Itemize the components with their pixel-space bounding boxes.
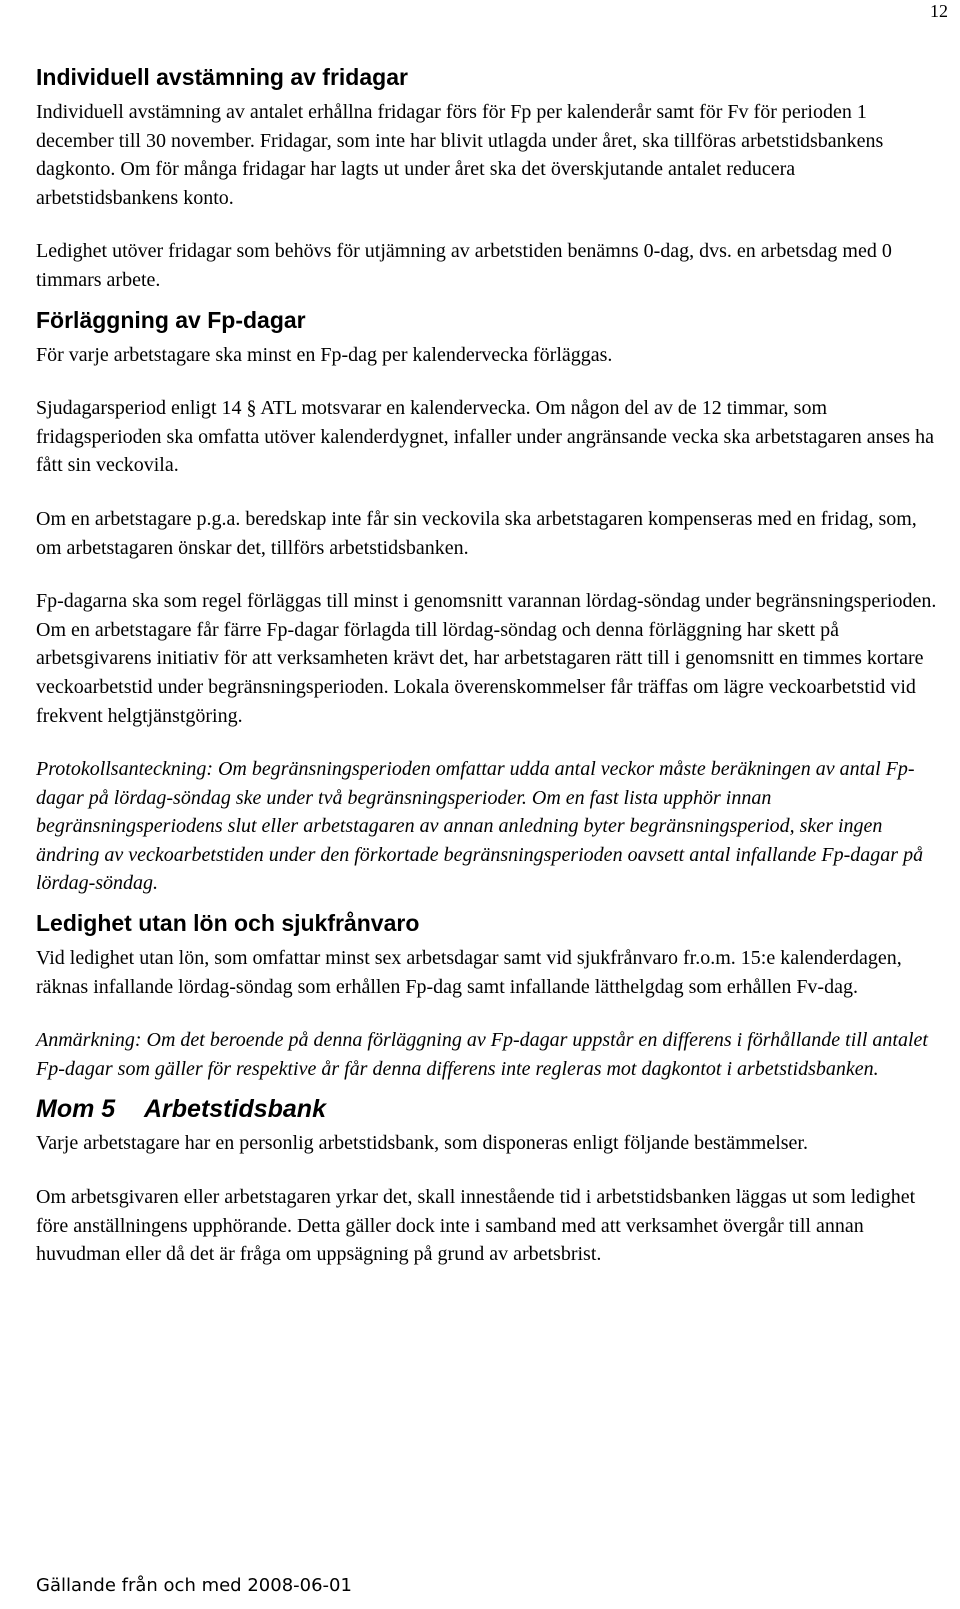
paragraph: Individuell avstämning av antalet erhållna fridagar förs för Fp per kalenderår samt för Fv för perioden 1 december till 30 november. Fridagar, som inte har blivit utlagda under året, ska tillföras arbetstidsbankens dagkonto. Om för många fridagar har lagts ut under året ska det överskjutande antalet reducera arbetstidsbankens konto.: [36, 101, 884, 209]
paragraph: Om en arbetstagare p.g.a. beredskap inte får sin veckovila ska arbetstagaren kompenseras med en fridag, som, om arbetstagaren önskar det, tillförs arbetstidsbanken.: [36, 507, 917, 559]
page-number: 12: [930, 1, 948, 21]
mom-label: Mom 5: [36, 1095, 116, 1124]
paragraph: Vid ledighet utan lön, som omfattar minst sex arbetsdagar samt vid sjukfrånvaro fr.o.m. 15:e kalenderdagen, räknas infallande lördag-söndag som erhållen Fp-dag samt infallande lätthelgdag som erhållen Fv-dag.: [36, 947, 902, 998]
paragraph: Varje arbetstagare har en personlig arbetstidsbank, som disponeras enligt följande bestämmelser.: [36, 1132, 808, 1155]
paragraph: För varje arbetstagare ska minst en Fp-dag per kalendervecka förläggas.: [36, 343, 613, 366]
paragraph: Fp-dagarna ska som regel förläggas till minst i genomsnitt varannan lördag-söndag under begränsningsperioden. Om en arbetstagare får färre Fp-dagar förlagda till lördag-söndag och denna förläggning har skett på arbetsgivarens initiativ för att verksamheten krävt det, har arbetstagaren rätt till i genomsnitt en timmes kortare veckoarbetstid under begränsningsperioden. Lokala överenskommelser får träffas om lägre veckoarbetstid vid frekvent helgtjänstgöring.: [36, 590, 937, 727]
paragraph: Om arbetsgivaren eller arbetstagaren yrkar det, skall innestående tid i arbetstidsbanken läggas ut som ledighet före anställningens upphörande. Detta gäller dock inte i samband med att verksamhet övergår till annan huvudman eller då det är fråga om uppsägning på grund av arbetsbrist.: [36, 1186, 916, 1266]
mom-title: Arbetstidsbank: [144, 1095, 326, 1124]
section-heading-forlaggning: Förläggning av Fp-dagar: [36, 306, 306, 333]
paragraph: Ledighet utöver fridagar som behövs för utjämning av arbetstiden benämns 0-dag, dvs. en arbetsdag med 0 timmars arbete.: [36, 240, 892, 291]
section-heading-ledighet: Ledighet utan lön och sjukfrånvaro: [36, 910, 420, 937]
document-body: [36, 62, 941, 1294]
mom-heading: [36, 1093, 941, 1125]
anmarkning: Anmärkning: Om det beroende på denna förläggning av Fp-dagar uppstår en differens i förhållande till antalet Fp-dagar som gäller för respektive år får denna differens inte regleras mot dagkontot i arbetstidsbanken.: [36, 1029, 928, 1080]
section-heading-avstamning: Individuell avstämning av fridagar: [36, 64, 408, 90]
footer-validity-date: Gällande från och med 2008-06-01: [36, 1575, 352, 1596]
protokollsanteckning: Protokollsanteckning: Om begränsningsperioden omfattar udda antal veckor måste beräkningen av antal Fp-dagar på lördag-söndag ske under två begränsningsperioder. Om en fast lista upphör innan begränsningsperiodens slut eller arbetstagaren av annan anledning byter begränsningsperiod, sker ingen ändring av veckoarbetstiden under den förkortade begränsningsperioden oavsett antal infallande Fp-dagar på lördag-söndag.: [36, 758, 924, 895]
paragraph: Sjudagarsperiod enligt 14 § ATL motsvarar en kalendervecka. Om någon del av de 12 timmar, som fridagsperioden ska omfatta utöver kalenderdygnet, infaller under angränsande vecka ska arbetstagaren anses ha fått sin veckovila.: [36, 397, 934, 477]
